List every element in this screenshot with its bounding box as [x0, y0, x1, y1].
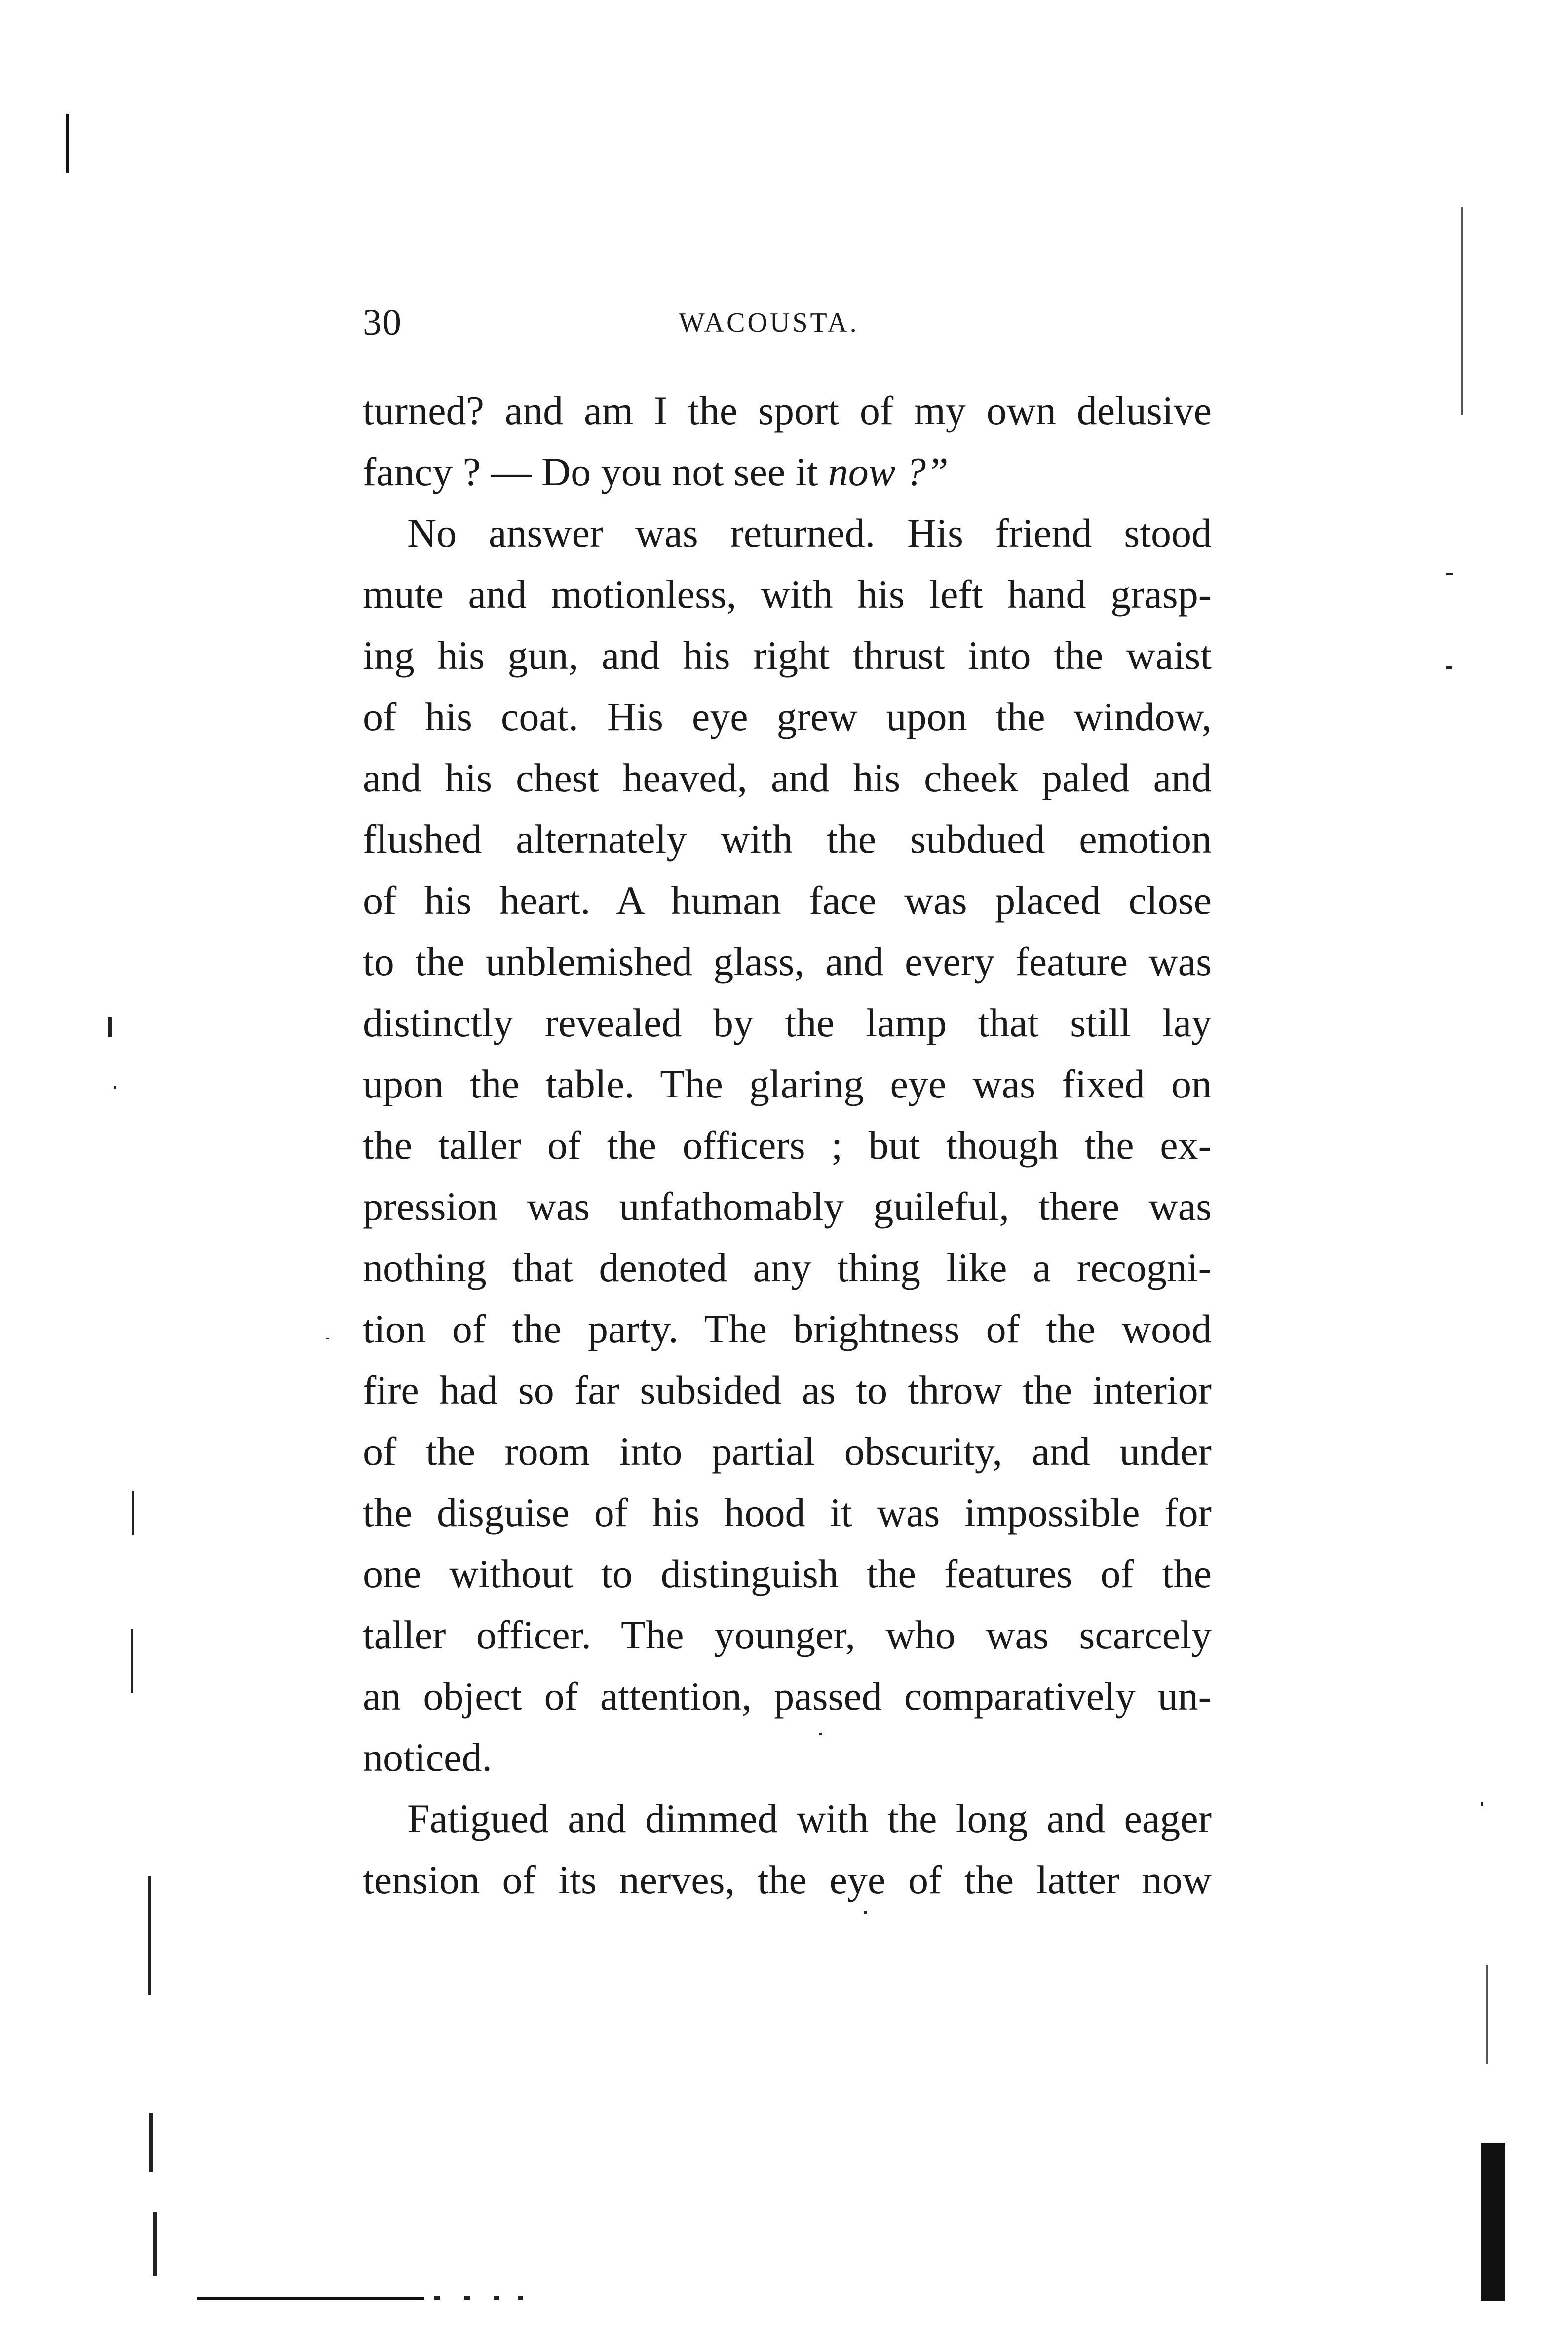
scan-artifact	[494, 2296, 499, 2300]
scan-artifact	[197, 2297, 424, 2300]
scan-artifact	[153, 2212, 157, 2276]
text-line: the disguise of his hood it was impossible for	[363, 1490, 1212, 1535]
scan-artifact	[132, 1491, 134, 1535]
text-line: tension of its nerves, the eye of the latter now	[363, 1857, 1212, 1902]
scan-artifact	[464, 2296, 470, 2300]
scan-artifact	[1461, 207, 1463, 415]
scan-artifact	[1446, 666, 1452, 669]
text-line: to the unblemished glass, and every feature was	[363, 939, 1212, 984]
text-line: flushed alternately with the subdued emotion	[363, 817, 1212, 862]
text-line: one without to distinguish the features of the	[363, 1551, 1212, 1596]
running-head: WACOUSTA.	[679, 308, 859, 338]
scan-artifact	[864, 1911, 867, 1914]
scan-artifact	[149, 2113, 153, 2172]
scan-artifact	[326, 1338, 329, 1339]
scan-artifact	[434, 2296, 440, 2300]
scan-artifact	[1446, 573, 1453, 575]
text-line	[363, 441, 1212, 503]
text-line: and his chest heaved, and his cheek paled and	[363, 755, 1212, 800]
text-line: tion of the party. The brightness of the wood	[363, 1306, 1212, 1351]
scan-artifact	[66, 114, 69, 173]
text-line: No answer was returned. His friend stood	[407, 510, 1212, 555]
scan-artifact	[1481, 1802, 1483, 1806]
text-line: the taller of the officers ; but though the ex-	[363, 1123, 1212, 1168]
scan-artifact	[1481, 2143, 1505, 2301]
text-line: fire had so far subsided as to throw the interior	[363, 1368, 1212, 1412]
scan-artifact	[108, 1017, 112, 1037]
page-header	[363, 301, 1212, 351]
text-line: turned? and am I the sport of my own delusive	[363, 388, 1212, 433]
text-line: of his heart. A human face was placed close	[363, 878, 1212, 923]
text-line: upon the table. The glaring eye was fixed on	[363, 1061, 1212, 1106]
page-number: 30	[363, 302, 402, 343]
scan-artifact	[1486, 1965, 1488, 2064]
emphasis: now ?”	[828, 449, 949, 494]
text-line: distinctly revealed by the lamp that still lay	[363, 1000, 1212, 1045]
scan-artifact	[114, 1086, 116, 1089]
body-text	[363, 380, 1212, 1911]
text-line: an object of attention, passed comparatively un-	[363, 1674, 1212, 1719]
text-line: Fatigued and dimmed with the long and eager	[407, 1796, 1212, 1841]
text-line-quote: fancy ? — Do you not see it now ?”	[363, 449, 949, 494]
text-line: taller officer. The younger, who was scarcely	[363, 1612, 1212, 1657]
scan-artifact	[518, 2296, 523, 2300]
text-line: of his coat. His eye grew upon the window,	[363, 694, 1212, 739]
text-line: of the room into partial obscurity, and under	[363, 1429, 1212, 1474]
text-line: noticed.	[363, 1735, 492, 1780]
text-line: pression was unfathomably guileful, there was	[363, 1184, 1212, 1229]
text-line: mute and motionless, with his left hand grasp-	[363, 572, 1212, 617]
scan-artifact	[148, 1876, 151, 1995]
text-line: ing his gun, and his right thrust into the waist	[363, 633, 1212, 678]
text-line: nothing that denoted any thing like a recogni-	[363, 1245, 1212, 1290]
scan-artifact	[131, 1629, 133, 1693]
scan-artifact	[819, 1733, 822, 1735]
